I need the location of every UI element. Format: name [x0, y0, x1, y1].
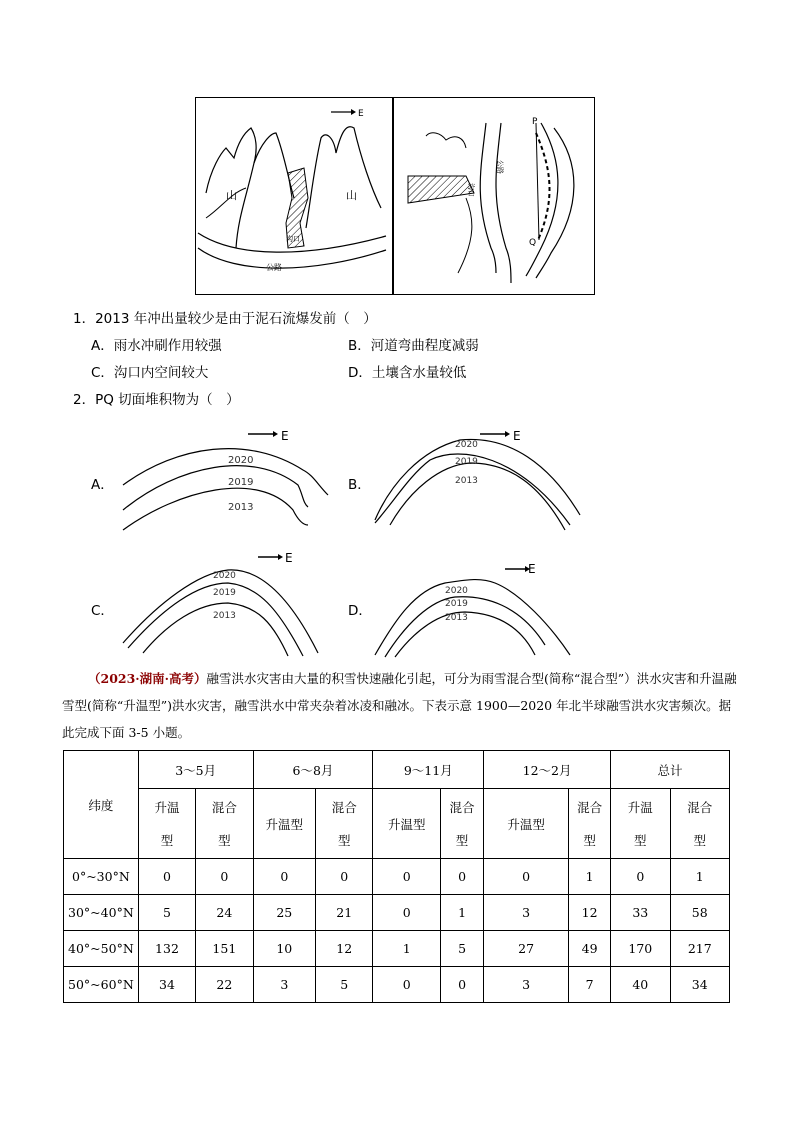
c-east: E [285, 551, 293, 565]
table-row [64, 859, 730, 895]
sub-warm: 升温型 [253, 789, 316, 859]
cell: 3 [253, 967, 316, 1003]
header-period-3: 9～11月 [373, 751, 484, 789]
sub-mixed: 混合 型 [569, 789, 611, 859]
b-year-2020: 2020 [455, 440, 478, 450]
q2-option-c-sketch [118, 548, 338, 658]
a-year-2019: 2019 [228, 477, 254, 488]
cell: 22 [196, 967, 253, 1003]
cell: 0 [373, 859, 441, 895]
q2-option-d-sketch [370, 555, 590, 658]
sub-mixed: 混合 型 [316, 789, 373, 859]
q2-option-a: A． [91, 477, 114, 493]
b-year-2013: 2013 [455, 476, 478, 486]
cell: 34 [670, 967, 729, 1003]
q2-option-c: C． [91, 603, 114, 619]
passage-text: 融雪洪水灾害由大量的积雪快速融化引起，可分为雨雪混合型(简称“混合型”）洪水灾害和升温融雪型(简称“升温型”)洪水灾害，融雪洪水中常夹杂着冰凌和融冰。下表示意 1900—2020 年北半球融雪洪水灾害频次。据此完成下面 3-5 小题。 [62, 671, 737, 740]
row-latitude: 40°~50°N [64, 931, 139, 967]
a-east: E [281, 429, 289, 443]
cell: 49 [569, 931, 611, 967]
table-row [64, 895, 730, 931]
a-year-2020: 2020 [228, 455, 254, 466]
q1-option-d: D．土壤含水量较低 [348, 365, 467, 381]
cell: 0 [253, 859, 316, 895]
label-road-right: 公路 [496, 160, 504, 174]
q2-option-b: B． [348, 477, 371, 493]
q1-option-a: A．雨水冲刷作用较强 [91, 338, 222, 354]
cell: 5 [441, 931, 484, 967]
row-latitude: 0°~30°N [64, 859, 139, 895]
q2-option-b-sketch [370, 425, 590, 535]
sub-mixed: 混合 型 [670, 789, 729, 859]
cell: 12 [569, 895, 611, 931]
label-mountain-left: 山 [226, 189, 237, 202]
q1-stem: 1．2013 年冲出量较少是由于泥石流爆发前（ ） [73, 311, 377, 327]
cell: 3 [484, 895, 569, 931]
label-gully-right: 沟口 [467, 183, 475, 197]
a-year-2013: 2013 [228, 502, 254, 513]
cell: 10 [253, 931, 316, 967]
cell: 27 [484, 931, 569, 967]
header-latitude: 纬度 [64, 751, 139, 859]
sub-mixed: 混合 型 [441, 789, 484, 859]
cell: 0 [316, 859, 373, 895]
table-row [64, 967, 730, 1003]
cell: 0 [611, 859, 670, 895]
cell: 0 [441, 967, 484, 1003]
cell: 1 [569, 859, 611, 895]
q2-stem: 2．PQ 切面堆积物为（ ） [73, 392, 240, 408]
flood-frequency-table [63, 750, 730, 1003]
cell: 40 [611, 967, 670, 1003]
cell: 0 [373, 895, 441, 931]
label-road: 公路 [266, 263, 282, 272]
cell: 0 [196, 859, 253, 895]
c-year-2019: 2019 [213, 588, 236, 598]
q2-option-d: D． [348, 603, 372, 619]
cell: 1 [373, 931, 441, 967]
cell: 24 [196, 895, 253, 931]
cell: 33 [611, 895, 670, 931]
q1-option-b: B．河道弯曲程度减弱 [348, 338, 479, 354]
table-row [64, 931, 730, 967]
cell: 7 [569, 967, 611, 1003]
cell: 5 [316, 967, 373, 1003]
passage-source: （2023·湖南·高考） [88, 671, 207, 686]
row-latitude: 30°~40°N [64, 895, 139, 931]
terrain-figure [195, 97, 595, 295]
cell: 34 [138, 967, 195, 1003]
header-period-total: 总计 [611, 751, 730, 789]
header-period-1: 3～5月 [138, 751, 253, 789]
d-year-2020: 2020 [445, 586, 468, 596]
label-east: E [358, 109, 364, 119]
d-east: E [528, 562, 536, 576]
cell: 5 [138, 895, 195, 931]
label-q: Q [529, 238, 537, 248]
d-year-2013: 2013 [445, 613, 468, 623]
cell: 151 [196, 931, 253, 967]
sub-warm: 升温型 [484, 789, 569, 859]
terrain-sketch [196, 98, 596, 296]
cell: 3 [484, 967, 569, 1003]
header-period-2: 6～8月 [253, 751, 373, 789]
sub-warm: 升温 型 [611, 789, 670, 859]
cell: 170 [611, 931, 670, 967]
cell: 1 [441, 895, 484, 931]
cell: 217 [670, 931, 729, 967]
cell: 0 [373, 967, 441, 1003]
d-year-2019: 2019 [445, 599, 468, 609]
row-latitude: 50°~60°N [64, 967, 139, 1003]
label-p: P [532, 117, 538, 127]
sub-warm: 升温型 [373, 789, 441, 859]
sub-mixed: 混合 型 [196, 789, 253, 859]
q2-option-a-sketch [118, 425, 338, 535]
cell: 1 [670, 859, 729, 895]
cell: 58 [670, 895, 729, 931]
header-period-4: 12～2月 [484, 751, 611, 789]
q1-option-c: C．沟口内空间较大 [91, 365, 209, 381]
cell: 12 [316, 931, 373, 967]
b-east: E [513, 429, 521, 443]
cell: 0 [138, 859, 195, 895]
cell: 132 [138, 931, 195, 967]
cell: 21 [316, 895, 373, 931]
passage [62, 665, 742, 746]
b-year-2019: 2019 [455, 457, 478, 467]
cell: 0 [441, 859, 484, 895]
sub-warm: 升温 型 [138, 789, 195, 859]
cell: 25 [253, 895, 316, 931]
cell: 0 [484, 859, 569, 895]
label-mountain-right: 山 [346, 189, 357, 202]
c-year-2020: 2020 [213, 571, 236, 581]
c-year-2013: 2013 [213, 611, 236, 621]
label-gully: 沟口 [286, 235, 300, 243]
